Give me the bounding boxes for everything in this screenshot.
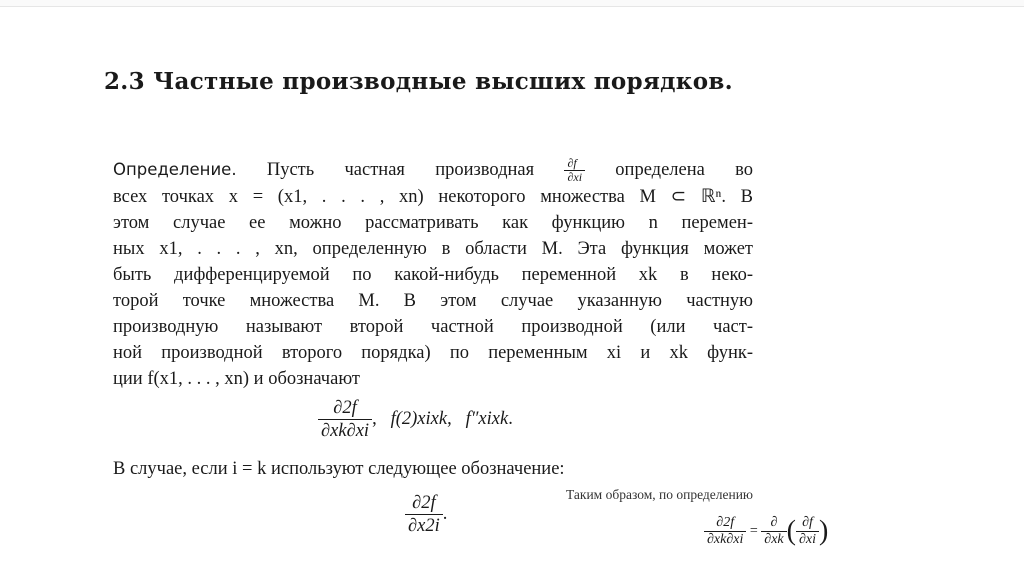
fraction-numerator: ∂: [770, 515, 778, 530]
fraction-numerator: ∂f: [567, 156, 577, 171]
equals-sign: =: [749, 523, 758, 539]
fraction-numerator: ∂2f: [412, 493, 436, 513]
definition-line-7: производную называют второй частной производной (или част-: [113, 317, 753, 338]
left-paren: (: [786, 515, 796, 547]
definition-line-1-text: Пусть частная производная: [236, 160, 565, 180]
definition-line-3: этом случае ее можно рассматривать как функцию n перемен-: [113, 213, 753, 234]
fraction-numerator: ∂2f: [716, 515, 735, 530]
definition-line-8: ной производной второго порядка) по переменным xi и xk функ-: [113, 343, 753, 364]
definition-equation: [704, 515, 828, 548]
fraction-denominator: ∂xk∂xi: [704, 531, 746, 548]
d2f-dxk-dxi-fraction: [318, 397, 372, 442]
definition-label: Определение.: [113, 160, 237, 179]
definition-line-1: [113, 157, 753, 184]
case-i-equals-k-text: В случае, если i = k используют следующее обозначение:: [113, 459, 565, 479]
definition-line-1-end: определена во: [585, 160, 753, 180]
slide-top-border: [0, 0, 1024, 7]
fraction-denominator: ∂xk∂xi: [318, 419, 372, 442]
inner-fraction: [796, 515, 819, 548]
partial-operator-fraction: [761, 515, 786, 548]
pure-second-derivative-equation: $\frac{\partial 2f}{\partial x2i}$ .: [405, 492, 447, 537]
fraction-numerator: ∂2f: [333, 398, 357, 418]
definition-line-6: торой точке множества M. В этом случае указанную частную: [113, 291, 753, 312]
d2f-dxi2-fraction: [405, 492, 443, 537]
fraction-denominator: ∂xi: [564, 170, 585, 184]
fraction-denominator: ∂xk: [761, 531, 786, 548]
fraction-denominator: ∂x2i: [405, 514, 443, 537]
partial-f-xi-fraction: [564, 157, 585, 184]
thus-by-definition-text: Таким образом, по определению: [566, 487, 754, 502]
fraction-denominator: ∂xi: [796, 531, 819, 548]
f-superscript-2-notation: f(2)xixk: [390, 408, 448, 429]
section-title: 2.3 Частные производные высших порядков.: [104, 68, 733, 95]
definition-line-9: ции f(x1, . . . , xn) и обозначают: [113, 369, 360, 390]
right-paren: ): [819, 515, 829, 547]
definition-line-5: быть дифференцируемой по какой-нибудь переменной xk в неко-: [113, 265, 753, 286]
definition-line-4: ных x1, . . . , xn, определенную в области M. Эта функция может: [113, 239, 753, 260]
second-derivative-notation-equation: $\frac{\partial 2f}{\partial xk\partial xi}$ , f(2)xixk, f″xixk.: [318, 397, 513, 442]
f-double-prime-notation: f″xixk: [465, 408, 509, 429]
fraction-numerator: ∂f: [802, 515, 813, 530]
definition-paragraph: [113, 157, 753, 392]
lhs-fraction: [704, 515, 746, 548]
definition-line-2: всех точках x = (x1, . . . , xn) некоторого множества M ⊂ ℝⁿ. В: [113, 187, 753, 208]
